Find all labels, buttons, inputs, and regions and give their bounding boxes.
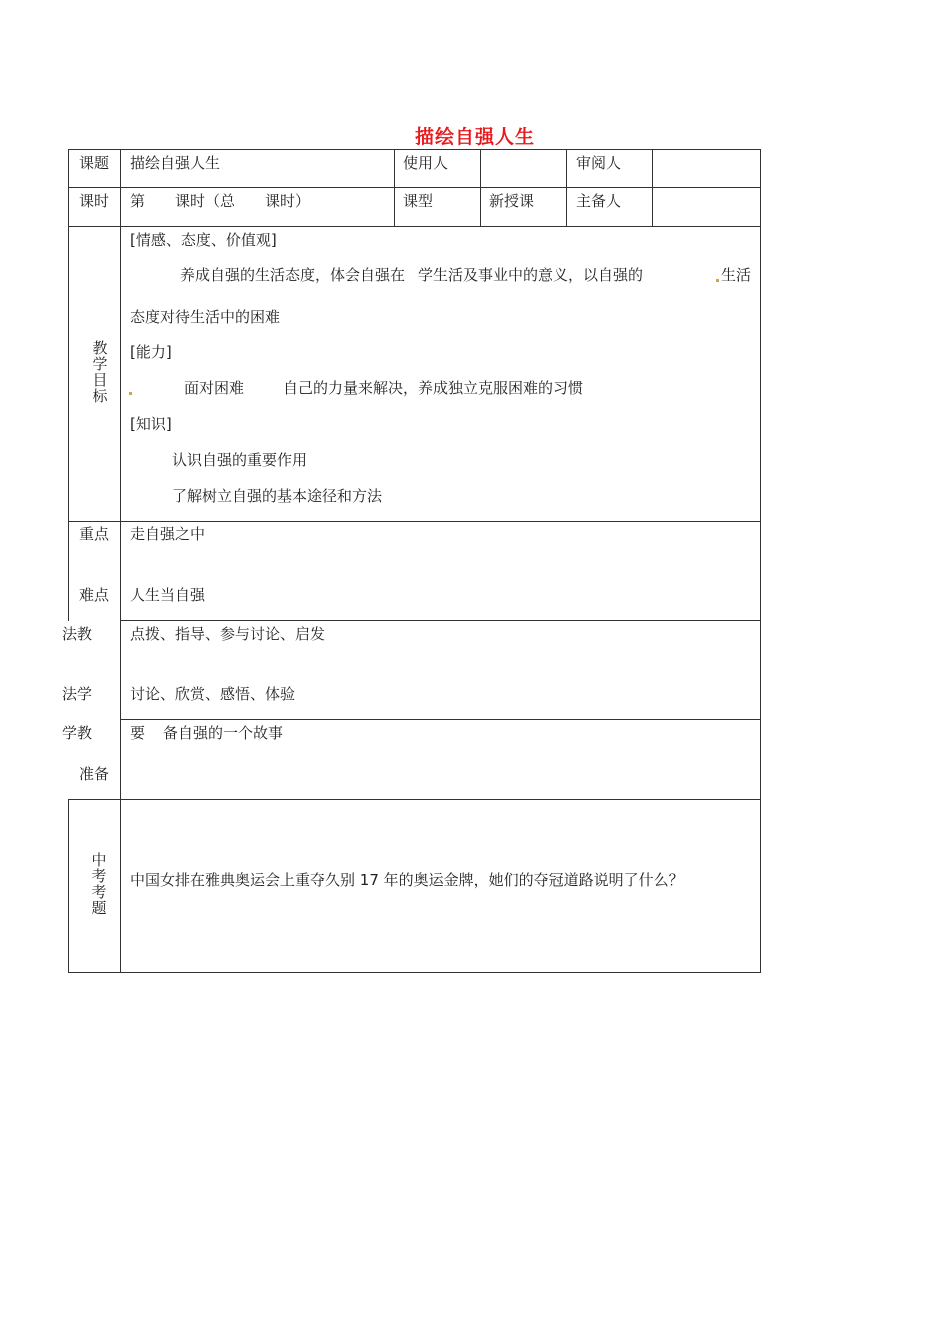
reviewer-label: 审阅人	[576, 154, 622, 172]
user-label: 使用人	[403, 154, 449, 172]
emotion-line1a: 养成自强的生活态度，体会自强在	[180, 266, 406, 284]
knowledge-item-2: 了解树立自强的基本途径和方法	[172, 487, 383, 505]
prep-value-b: 备自强的一个故事	[163, 724, 284, 742]
period-value: 第 课时（总 课时）	[130, 192, 311, 210]
type-label: 课型	[403, 192, 434, 210]
key-value: 走自强之中	[130, 525, 206, 543]
difficulty-value: 人生当自强	[130, 586, 206, 604]
scan-dot	[129, 392, 132, 395]
teach-method-label: 法教	[62, 625, 93, 643]
ability-heading: [能力]	[130, 343, 172, 361]
topic-value: 描绘自强人生	[130, 154, 221, 172]
prep-value-a: 要	[130, 724, 146, 742]
emotion-line1b: 学生活及事业中的意义，以自强的	[418, 266, 644, 284]
knowledge-item-1: 认识自强的重要作用	[172, 451, 308, 469]
author-label: 主备人	[576, 192, 622, 210]
period-label: 课时	[79, 192, 110, 210]
ability-text-b: 自己的力量来解决，养成独立克服困难的习惯	[283, 379, 584, 397]
teach-method-value: 点拨、指导、参与讨论、启发	[130, 625, 326, 643]
topic-label: 课题	[79, 154, 110, 172]
difficulty-label: 难点	[79, 586, 110, 604]
prep-label-1: 学教	[62, 724, 93, 742]
scan-dot	[716, 279, 719, 282]
document-title: 描绘自强人生	[414, 126, 535, 148]
emotion-line2: 态度对待生活中的困难	[130, 308, 281, 326]
type-value: 新授课	[489, 192, 535, 210]
emotion-heading: [情感、态度、价值观]	[130, 231, 277, 249]
emotion-line1c: 生活	[721, 266, 752, 284]
exam-label: 中考考题	[91, 851, 107, 917]
objectives-label: 教学目标	[92, 339, 108, 405]
key-label: 重点	[79, 525, 110, 543]
exam-question: 中国女排在雅典奥运会上重夺久别 17 年的奥运金牌，她们的夺冠道路说明了什么？	[130, 871, 684, 889]
learn-method-value: 讨论、欣赏、感悟、体验	[130, 685, 296, 703]
prep-label-2: 准备	[79, 765, 110, 783]
knowledge-heading: [知识]	[130, 415, 172, 433]
learn-method-label: 法学	[62, 685, 93, 703]
ability-text-a: 面对困难	[184, 379, 245, 397]
